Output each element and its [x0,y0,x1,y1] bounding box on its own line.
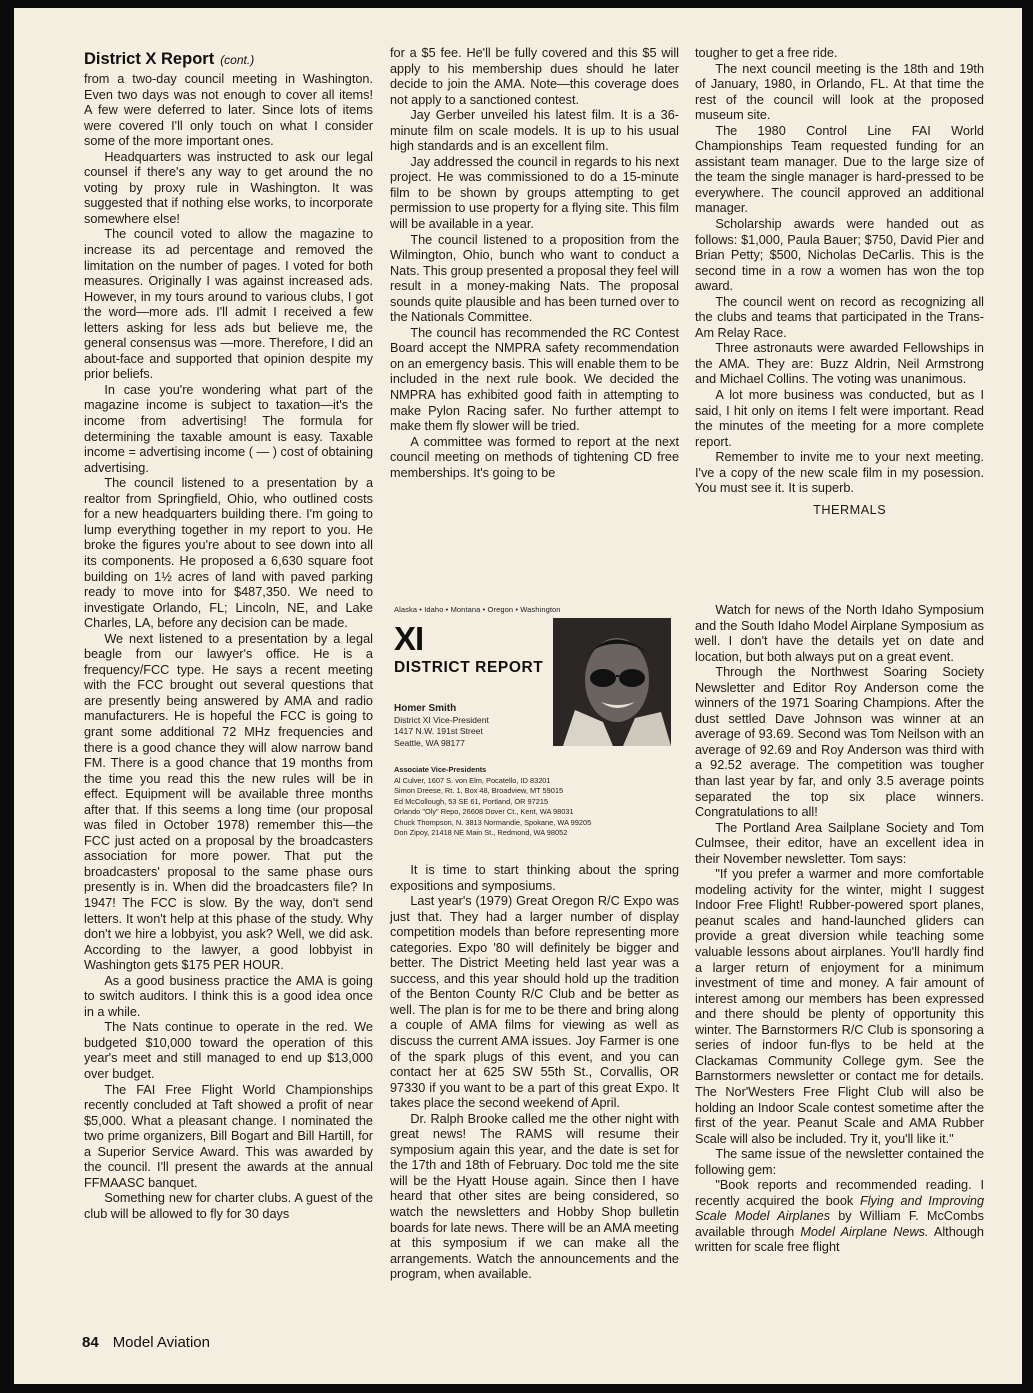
paragraph: The Portland Area Sailplane Society and Tom Culmsee, their editor, have an excellent idea in their November newsletter. Tom says: [695,820,984,866]
text-run-text1: "Book reports and recommended reading. I recently acquired the book [695,1178,984,1208]
district-xi-right-column [695,603,984,1338]
associate-vp-entry: Simon Dreese, Rt. 1, Box 48, Broadview, MT 59015 [394,786,564,795]
associate-vp-entry: Chuck Thompson, N. 3813 Normandie, Spokane, WA 99205 [394,817,592,827]
paragraph: The FAI Free Flight World Championships recently concluded at Taft showed a profit of near $5,000. What a pleasant change. I nominated the two prime organizers, Bill Bogart and Bill Hartill, for a Superior Service Award. This was awarded by the council. I'll present the awards at the annual FFMAASC banquet. [84,1082,373,1190]
associate-vp-entry: Orlando "Oly" Repo, 26608 Dover Ct., Kent, WA 98031 [394,807,574,816]
text-run-text2: by William F. McCombs available through [695,1209,984,1239]
vp-portrait-photo [553,618,671,746]
paragraph: Last year's (1979) Great Oregon R/C Expo was just that. They had a larger number of display competition models than before representing more categories. Expo '80 will definitely be bigger and better. The District Meeting held last year was a success, and this year should hold up the tradition of the Benton County R/C Club and be better as well. The plan is for me to be there and bring along a couple of AMA films for viewing as well as discuss the current AMA issues. Joy Farmer is one of the spark plugs of this event, and you can contact her at 625 SW 55th St., Corvallis, OR 97330 if you want to be a part of this great Expo. It takes place the second weekend of April. [390,894,679,1111]
paragraph: Remember to invite me to your next meeting. I've a copy of the new scale film in my posession. You must see it. It is superb. [695,450,984,496]
paragraph: Watch for news of the North Idaho Symposium and the South Idaho Model Airplane Symposium as well. I don't have the details yet on date and location, but both always put on a great event. [695,603,984,664]
vp-name: Homer Smith [394,703,457,714]
paragraph: The council voted to allow the magazine to increase its ad percentage and removed the limitation on the number of pages. I voted for both measures. Originally I was against increased ads. However, in my tours around to various clubs, I got the word—more ads. I'll admit I received a few letters asking for less ads but believe me, the general consensus was —more. Therefore, I did an about-face and supported that opinion despite my prior beliefs. [84,227,373,382]
paragraph: The council has recommended the RC Contest Board accept the NMPRA safety recommendation on an emergency basis. This will enable them to be included in the next rule book. We decided the NMPRA has exhibited good faith in attempting to make Pylon Racing safer. No further attempt to make them fly slower will be tried. [390,325,679,434]
vp-role: District XI Vice-President [394,714,489,725]
district-report-title: DISTRICT REPORT [394,659,544,676]
paragraph: Jay Gerber unveiled his latest film. It is a 36-minute film on scale models. It is up to his usual high standards and is an excellent film. [390,108,679,154]
associate-vps [394,765,591,839]
associate-vp-entry: Ed McCollough, 53 SE 61, Portland, OR 97215 [394,796,549,806]
thermals-signoff: THERMALS [813,502,887,517]
associates-heading: Associate Vice-Presidents [394,765,487,774]
paragraph: Something new for charter clubs. A guest of the club will be allowed to fly for 30 days [84,1191,373,1221]
magazine-page [14,8,1022,1384]
paragraph: for a $5 fee. He'll be fully covered and this $5 will apply to his membership dues should he later decide to join the AMA. Note—this coverage does not apply to a sanctioned contest. [390,46,679,107]
district-states: Alaska • Idaho • Montana • Oregon • Washington [394,605,561,614]
vp-address-1: 1417 N.W. 191st Street [394,726,483,736]
heading-cont: (cont.) [220,53,255,67]
text-run-text3: Although written for scale free flight [695,1224,984,1255]
district-number: XI [394,620,424,657]
associates-list [394,776,591,839]
paragraph: Dr. Ralph Brooke called me the other night with great news! The RAMS will resume their symposium again this year, and the date is set for the 17th and 18th of February. Doc told me the site will be the Hyatt House again. Since then I have heard that other sites are being considered, so watch the newsletters and Hobby Shop bulletin boards for late news. There will be an AMA meeting at this symposium if we can make all the arrangements. Watch the announcements and the program, when available. [390,1111,679,1282]
paragraph: tougher to get a free ride. [695,46,838,60]
associate-vp-entry: Don Zipoy, 21418 NE Main St., Redmond, WA 98052 [394,828,568,837]
paragraph: The 1980 Control Line FAI World Championships Team requested funding for an assistant team manager. Due to the large size of the team the single manager is hard-pressed to be everywhere. The council approved an additional manager. [695,123,984,216]
vice-president-info [394,703,489,749]
text-run-publication: Model Airplane News. [800,1224,929,1239]
paragraph: The Nats continue to operate in the red. We budgeted $10,000 toward the operation of this year's meet and still managed to end up $13,000 over budget. [84,1020,373,1081]
paragraph: Scholarship awards were handed out as follows: $1,000, Paula Bauer; $750, David Pier and Brian Petty; $500, Nicholas DeCarlis. This is the second time in a row a women has won the top award. [695,217,984,294]
district-xi-middle-column [390,863,679,1333]
portrait-image [553,618,671,746]
page-number: 84 [82,1334,99,1351]
paragraph: As a good business practice the AMA is going to switch auditors. I think this is a good idea once in a while. [84,973,373,1019]
page-footer [82,1334,210,1351]
right-top-column [695,46,984,551]
middle-top-column [390,46,679,551]
heading-title: District X Report [84,50,215,68]
paragraph: The council listened to a presentation by a realtor from Springfield, Ohio, who outlined costs for a new headquarters building there. I'm going to lump everything together in my report to you. He broke the figures you're about to see down into all its components. He proposed a 6,630 square foot building on 1½ acres of land with paved parking ready to move into for $487,350. We need to investigate Orlando, FL; Lincoln, NE, and Lake Charles, LA, before any decision can be made. [84,476,373,631]
magazine-name: Model Aviation [112,1334,210,1351]
paragraph: In case you're wondering what part of the magazine income is subject to taxation—it's the income from advertising! The formula for determining the taxable amount is easy. Taxable income = advertising income ( — ) cost of obtaining advertising. [84,382,373,475]
paragraph: Headquarters was instructed to ask our legal counsel if there's any way to get around the no voting by proxy rule in Washington. It was suggested that if nothing else works, to incorporate somewhere else! [84,149,373,226]
left-column [84,72,373,1322]
paragraph: We next listened to a presentation by a legal beagle from our lawyer's office. He is a frequency/FCC type. He says a recent meeting with the FCC brought out several questions that are presently being answered by AMA and radio manufacturers. He is hopeful the FCC is going to grant some additional 72 MHz frequencies and there is a good chance they will alow narrow band FM. There is a good chance that 19 months from the time you read this the new rules will be in effect. Equipment will be available three months after that. If this seems a long time (our proposal was filed in October 1978) remember this—the FCC just acted on a proposal by the broadcasters association for more power. That put the broadcasters' proposal to the same phase ours presently is in. When did the broadcasters file? In 1947! The FCC is slow. By the way, don't send letters. It won't help at this phase of the study. Why don't we hire a lobbyist, you ask? Well, we did ask. According to the lawyer, a good lobbyist in Washington gets $175 PER HOUR. [84,631,373,973]
paragraph: Through the Northwest Soaring Society Newsletter and Editor Roy Anderson come the winners of the 1971 Soaring Champions. After the dust settled Dave Johnson was winner at an average of 93.69. Second was Tom Neilson with an average of 92.69 and Roy Anderson was third with a 92.52 average. The competition was tougher than last year by far, and only 3.5 average points separated the top six place winners. Congratulations to all! [695,665,984,820]
paragraph: The council listened to a proposition from the Wilmington, Ohio, bunch who want to conduct a Nats. This group presented a proposal they feel will result in a money-making Nats. The proposal sounds quite plausible and has been turned over to the Nationals Committee. [390,232,679,325]
paragraph: A lot more business was conducted, but as I said, I hit only on items I felt were important. Read the minutes of the meeting for a more complete report. [695,388,984,449]
paragraph: It is time to start thinking about the spring expositions and symposiums. [390,863,679,893]
vp-address-2: Seattle, WA 98177 [394,737,465,748]
paragraph: Jay addressed the council in regards to his next project. He was commissioned to do a 15-minute film to be shown by groups attempting to get permission to use property for a flying site. This film will be available in a year. [390,154,679,232]
paragraph: "If you prefer a warmer and more comfortable modeling activity for the winter, might I suggest Indoor Free Flight! Rubber-powered sport planes, peanut scales and hand-launched gliders can provide a great diversion while teaching some valuable lessons about airplanes. You'll hardly find a larger return of enjoyment for a minimum investment of time and money. A fair amount of interest among our members has been expressed and there should be plenty of opportunity this winter. The Barnstormers R/C Club is sponsoring a series of indoor fun-flys to be held at the Clackamas Community College gym. See the Barnstormers newsletter or contact me for details. The Nor'Westers Free Flight Club will also be holding an Indoor Scale contest sometime after the first of the year. Peanut Scale and AMA Rubber Scale will also be included. Try it, you'll like it." [695,867,984,1146]
text-run-book-title: Flying and Improving Scale Model Airplanes [695,1193,984,1224]
paragraph: The council went on record as recognizing all the clubs and teams that participated in the Trans-Am Relay Race. [695,294,984,340]
district-x-heading [84,50,254,69]
book-report-paragraph [695,1178,984,1256]
paragraph: Three astronauts were awarded Fellowships in the AMA. They are: Buzz Aldrin, Neil Armstrong and Michael Collins. The voting was unanimous. [695,341,984,387]
paragraph: A committee was formed to report at the next council meeting on methods of tightening CD free memberships. It's going to be [390,434,679,480]
paragraph: The next council meeting is the 18th and 19th of January, 1980, in Orlando, FL. At that time the rest of the council will look at the proposed museum site. [695,61,984,123]
associate-vp-entry: Al Culver, 1607 S. von Elm, Pocatello, ID 83201 [394,775,551,785]
paragraph: The same issue of the newsletter contained the following gem: [695,1147,984,1177]
paragraph: from a two-day council meeting in Washington. Even two days was not enough to cover all items! A few were deferred to later. Since lots of items were covered I'll only touch on what I consider some of the more important ones. [84,72,373,149]
